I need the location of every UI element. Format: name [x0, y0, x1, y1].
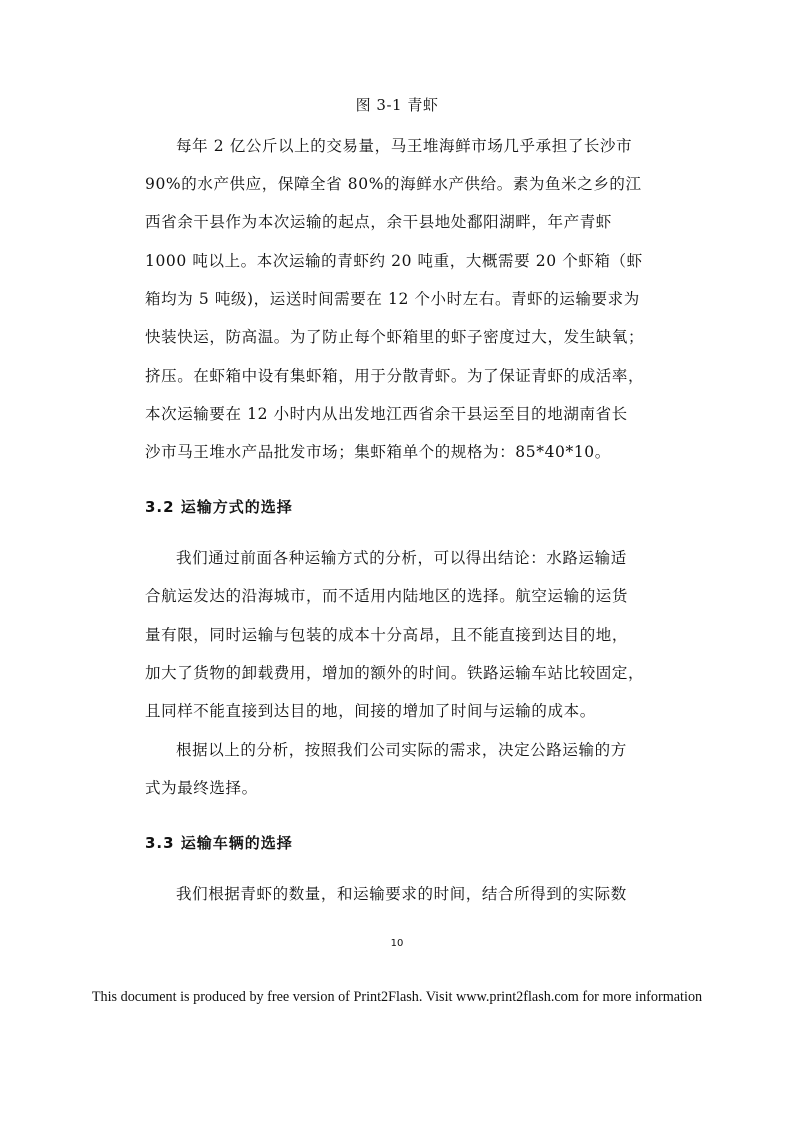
paragraph-line: 挤压。在虾箱中设有集虾箱，用于分散青虾。为了保证青虾的成活率， [145, 367, 645, 385]
paragraph-line: 箱均为 5 吨级)，运送时间需要在 12 个小时左右。青虾的运输要求为 [145, 290, 640, 308]
section-heading-3-2: 3.2 运输方式的选择 [145, 498, 293, 516]
paragraph-line: 加大了货物的卸载费用，增加的额外的时间。铁路运输车站比较固定， [145, 664, 645, 682]
paragraph-line: 我们通过前面各种运输方式的分析，可以得出结论：水路运输适 [176, 549, 627, 567]
paragraph-line: 90%的水产供应，保障全省 80%的海鲜水产供给。素为鱼米之乡的江 [145, 175, 642, 193]
section-heading-3-3: 3.3 运输车辆的选择 [145, 834, 293, 852]
paragraph-line: 根据以上的分析，按照我们公司实际的需求，决定公路运输的方 [176, 741, 627, 759]
figure-caption: 图 3-1 青虾 [355, 96, 439, 114]
paragraph-line: 快装快运，防高温。为了防止每个虾箱里的虾子密度过大，发生缺氧； [145, 328, 645, 346]
paragraph-line: 量有限，同时运输与包装的成本十分高昂，且不能直接到达目的地， [145, 626, 629, 644]
paragraph-line: 本次运输要在 12 小时内从出发地江西省余干县运至目的地湖南省长 [145, 405, 628, 423]
paragraph-line: 合航运发达的沿海城市，而不适用内陆地区的选择。航空运输的运货 [145, 587, 629, 605]
print2flash-footer-notice: This document is produced by free version of Print2Flash. Visit www.print2flash.com for more information [91, 989, 703, 1005]
paragraph-line: 西省余干县作为本次运输的起点，余干县地处鄱阳湖畔，年产青虾 [145, 213, 612, 231]
paragraph-line: 每年 2 亿公斤以上的交易量，马王堆海鲜市场几乎承担了长沙市 [176, 137, 633, 155]
paragraph-line: 我们根据青虾的数量，和运输要求的时间，结合所得到的实际数 [176, 885, 627, 903]
paragraph-line: 且同样不能直接到达目的地，间接的增加了时间与运输的成本。 [145, 702, 596, 720]
paragraph-line: 1000 吨以上。本次运输的青虾约 20 吨重，大概需要 20 个虾箱（虾 [145, 252, 643, 270]
paragraph-line: 式为最终选择。 [145, 779, 258, 797]
paragraph-line: 沙市马王堆水产品批发市场；集虾箱单个的规格为：85*40*10。 [145, 443, 611, 461]
page-number: 10 [390, 938, 404, 949]
